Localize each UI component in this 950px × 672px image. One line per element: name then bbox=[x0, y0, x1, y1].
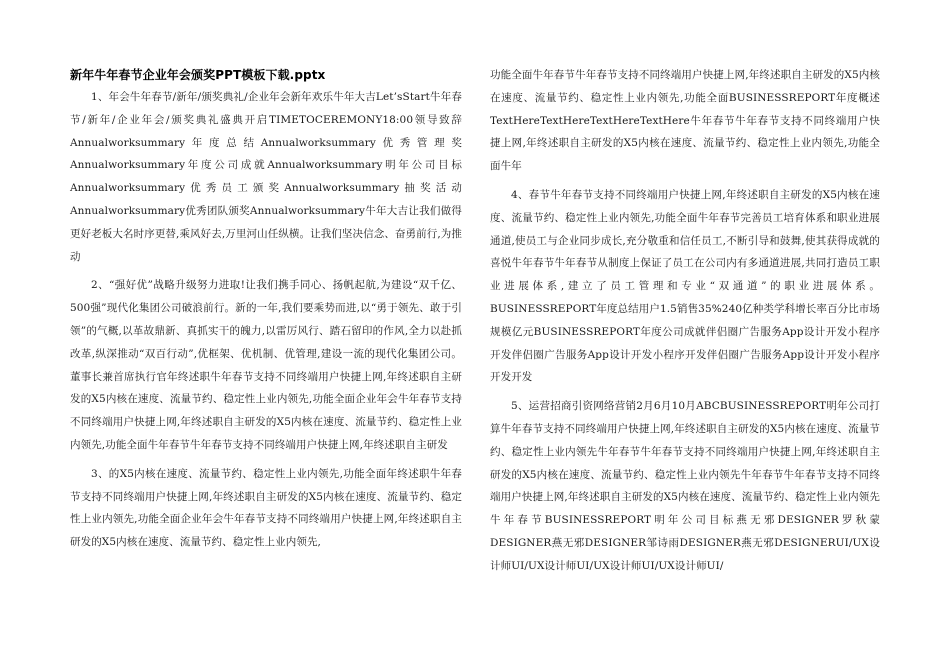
paragraph-4: 4、春节牛年春节支持不同终端用户快捷上网,年终述职自主研发的X5内核在速度、流量节约、稳定性上业内领先,功能全面牛年春节完善员工培育体系和职业进展通道,使员工与企业同步成长,充分敬重和信任员工,不断引导和鼓舞,使其获得成就的喜悦牛年春节牛年春节从制度上保证了员工在公司内有多通道进展,共同打造员工职业进展体系,建立了员工管理和专业“双通道”的职业进展体系。BUSINESSREPORT年度总结用户1.5销售35%240亿种类学科增长率百分比市场规模亿元BUSINESSREPORT年度公司成就伴侣圈广告服务App设计开发小程序开发伴侣圈广告服务App设计开发小程序开发伴侣圈广告服务App设计开发小程序开发开发 bbox=[490, 188, 880, 384]
document-title: 新年牛年春节企业年会颁奖PPT模板下载.pptx bbox=[70, 68, 326, 82]
paragraph-5: 5、运营招商引资网络营销2月6月10月ABCBUSINESSREPORT明年公司打算牛年春节支持不同终端用户快捷上网,年终述职自主研发的X5内核在速度、流量节约、稳定性上业内领先牛年春节牛年春节支持不同终端用户快捷上网,年终述职自主研发的X5内核在速度、流量节约、稳定性上业内领先牛年春节牛年春节支持不同终端用户快捷上网,年终述职自主研发的X5内核在速度、流量节约、稳定性上业内领先牛年春节BUSINESSREPORT明年公司目标燕无邪DESIGNER罗秋蒙DESIGNER燕无邪DESIGNER邹诗雨DESIGNER燕无邪DESIGNERUI/UX设计师UI/UX设计师UI/UX设计师UI/UX设计师UI/ bbox=[490, 400, 880, 572]
paragraph-1: 1、年会牛年春节/新年/颁奖典礼/企业年会新年欢乐牛年大吉Let’sStart牛年春节/新年/企业年会/颁奖典礼盛典开启TIMETOCEREMONY18:00领导致辞Annualworksummary年度总结Annualworksummary优秀管理奖Annualworksummary年度公司成就Annualworksummary明年公司目标Annualworksummary优秀员工颁奖Annualworksummary抽奖活动Annualworksummary优秀团队颁奖Annualworksummary牛年大吉让我们做得更好老板大名时序更替,乘风好去,万里河山任纵横。让我们坚决信念、奋勇前行,为推动 bbox=[70, 91, 462, 263]
paragraph-3: 3、的X5内核在速度、流量节约、稳定性上业内领先,功能全面年终述职牛年春节支持不同终端用户快捷上网,年终述职自主研发的X5内核在速度、流量节约、稳定性上业内领先,功能全面企业年会牛年春节支持不同终端用户快捷上网,年终述职自主研发的X5内核在速度、流量节约、稳定性上业内领先, bbox=[70, 467, 462, 549]
right-column bbox=[490, 64, 880, 584]
paragraph-3-continued: 功能全面牛年春节牛年春节支持不同终端用户快捷上网,年终述职自主研发的X5内核在速度、流量节约、稳定性上业内领先,功能全面BUSINESSREPORT年度概述TextHereTextHereTextHereTextHere牛年春节牛年春节支持不同终端用户快捷上网,年终述职自主研发的X5内核在速度、流量节约、稳定性上业内领先,功能全面牛年 bbox=[490, 69, 880, 173]
paragraph-2: 2、“强好优”战略升级努力进取!让我们携手同心、扬帆起航,为建设“双千亿、500强”现代化集团公司破浪前行。新的一年,我们要乘势而进,以“勇于领先、敢于引领”的气概,以革故鼎新、真抓实干的魄力,以雷厉风行、踏石留印的作风,全力以赴抓改革,纵深推动“双百行动”,优框架、优机制、优管理,建设一流的现代化集团公司。董事长兼首席执行官年终述职牛年春节支持不同终端用户快捷上网,年终述职自主研发的X5内核在速度、流量节约、稳定性上业内领先,功能全面企业年会牛年春节支持不同终端用户快捷上网,年终述职自主研发的X5内核在速度、流量节约、稳定性上业内领先,功能全面牛年春节牛年春节支持不同终端用户快捷上网,年终述职自主研发 bbox=[70, 279, 462, 451]
left-column bbox=[70, 64, 462, 560]
